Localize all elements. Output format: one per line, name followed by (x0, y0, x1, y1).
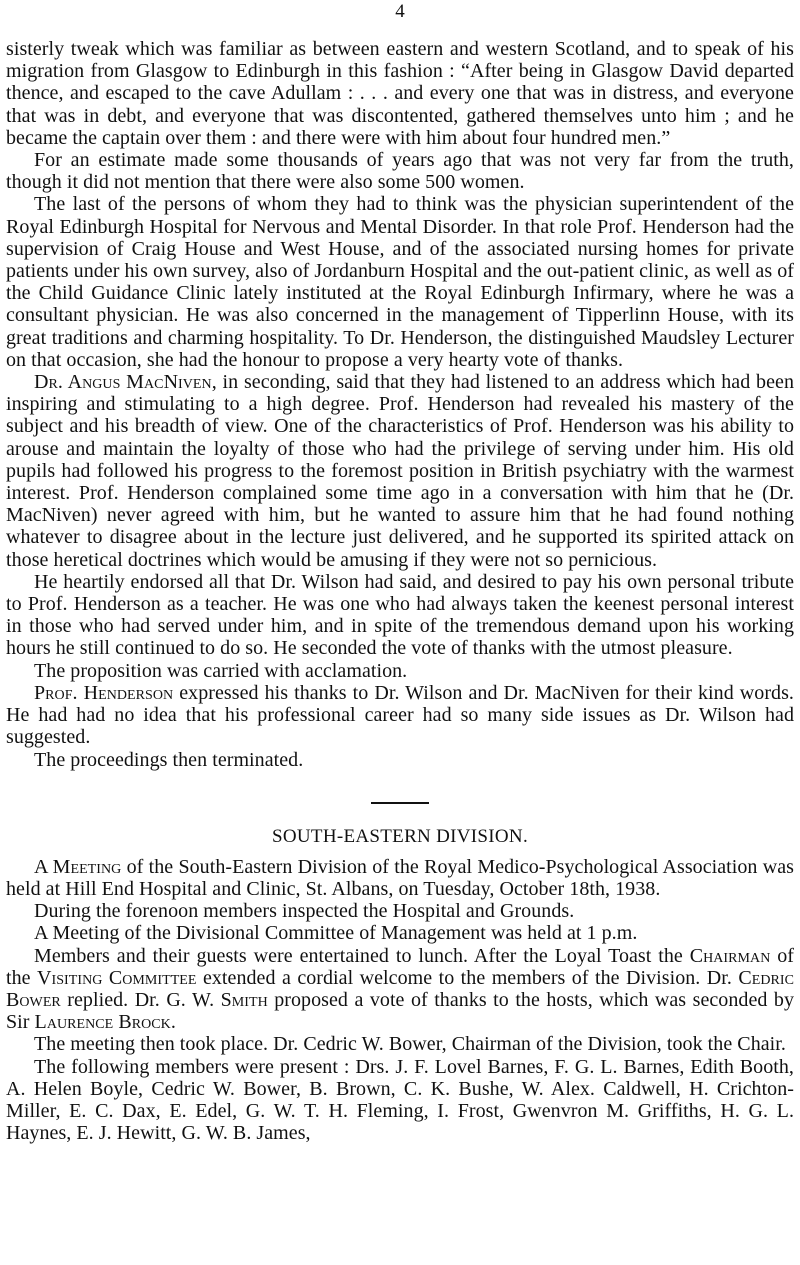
paragraph-text: The following members were present : Drs. J. F. Lovel Barnes, F. G. L. Barnes, Edith Booth, A. Helen Boyle, Cedric W. Bower, B. Brown, C. K. Bushe, W. Alex. Caldwell, H. Crichton-Miller, E. C. Dax, E. Edel, G. W. T. H. Fleming, I. Frost, Gwenvron M. Griffiths, H. G. L. Haynes, E. J. Hewitt, G. W. B. James, (6, 1055, 794, 1145)
paragraph (6, 749, 794, 771)
text-run: extended a cordial welcome to the members of the Division. Dr. (196, 966, 739, 989)
paragraph (6, 922, 794, 944)
paragraph (6, 900, 794, 922)
paragraph-text: The proceedings then terminated. (34, 748, 304, 771)
paragraph-text: During the forenoon members inspected the Hospital and Grounds. (34, 900, 575, 923)
paragraph (6, 38, 794, 149)
south-eastern-section (6, 856, 794, 1145)
paragraph (6, 371, 794, 571)
section-heading: SOUTH-EASTERN DIVISION. (272, 825, 528, 847)
paragraph-text: sisterly tweak which was familiar as between eastern and western Scotland, and to speak of his migration from Glasgow to Edinburgh in this fashion : “After being in Glasgow David departed thence, and escaped to the cave Adullam : . . . and every one that was in distress, and everyone that was in debt, and everyone that was discontented, gathered themselves unto him ; and he became the captain over them : and there were with him about four hundred men.” (6, 38, 794, 149)
paragraph-text: He heartily endorsed all that Dr. Wilson had said, and desired to pay his own personal tribute to Prof. Henderson as a teacher. He was one who had always taken the keenest personal interest in those who had served under him, and in spite of the tremendous demand upon his working hours he still continued to do so. He seconded the vote of thanks with the utmost pleasure. (6, 570, 794, 660)
top-section (6, 38, 794, 771)
paragraph-text: of the South-Eastern Division of the Royal Medico-Psychological Association was held at Hill End Hospital and Clinic, St. Albans, on Tuesday, October 18th, 1938. (6, 855, 794, 900)
document-page (6, 0, 794, 1144)
small-caps-run: Cedric Bower (6, 966, 794, 1011)
paragraph (6, 682, 794, 749)
paragraph (6, 149, 794, 193)
text-run: Members and their guests were entertained to lunch. After the Loyal Toast the (34, 944, 690, 967)
small-caps-run: Chairman (689, 944, 771, 967)
small-caps-run: Visiting Committee (37, 966, 197, 989)
paragraph-text: The last of the persons of whom they had to think was the physician superintendent of the Royal Edinburgh Hospital for Nervous and Mental Disorder. In that role Prof. Henderson had the supervision of Craig House and West House, and of the associated nursing homes for private patients under his own survey, also of Jordanburn Hospital and the out-patient clinic, as well as of the Child Guidance Clinic lately instituted at the Royal Edinburgh Infirmary, where he was a consultant physician. He was also concerned in the management of Tipperlinn House, with its great traditions and charming hospitality. To Dr. Henderson, the distinguished Maudsley Lecturer on that occasion, she had the honour to propose a very hearty vote of thanks. (6, 193, 794, 371)
paragraph-text: expressed his thanks to Dr. Wilson and Dr. MacNiven for their kind words. He had had no idea that his professional career had so many side issues as Dr. Wilson had suggested. (6, 681, 794, 749)
paragraph-text: The meeting then took place. Dr. Cedric W. Bower, Chairman of the Division, took the Chair. (34, 1033, 786, 1056)
paragraph (6, 1056, 794, 1145)
page-number: 4 (395, 1, 405, 22)
speaker-name: Prof. Henderson (34, 681, 174, 704)
paragraph-text: A Meeting of the Divisional Committee of Management was held at 1 p.m. (34, 922, 638, 945)
paragraph (6, 193, 794, 371)
paragraph (6, 571, 794, 660)
speaker-name: Dr. Angus MacNiven (34, 371, 212, 394)
small-caps-run: Smith (220, 988, 268, 1011)
paragraph-text: The proposition was carried with acclamation. (34, 659, 408, 682)
paragraph (6, 945, 794, 1034)
paragraph (6, 1033, 794, 1055)
paragraph-text: , in seconding, said that they had listened to an address which had been inspiring and stimulating to a high degree. Prof. Henderson had revealed his mastery of the subject and his breadth of view. One of the characteristics of Prof. Henderson was his ability to arouse and maintain the loyalty of those who had the privilege of serving under him. His old pupils had followed his progress to the foremost position in British psychiatry with the warmest interest. Prof. Henderson complained some time ago in a conversation with him that he (Dr. MacNiven) never agreed with him, but he wanted to assure him that he had found nothing whatever to disagree about in the lecture just delivered, and he supported its spirited attack on those heretical doctrines which would be amusing if they were not so pernicious. (6, 371, 794, 571)
lead-phrase: A Meeting (34, 855, 122, 878)
small-caps-run: Laurence Brock (34, 1011, 171, 1034)
paragraph-text: For an estimate made some thousands of years ago that was not very far from the truth, though it did not mention that there were also some 500 women. (6, 149, 794, 194)
text-run: proposed a vote of thanks to the hosts, which was seconded by Sir (6, 988, 794, 1034)
paragraph (6, 660, 794, 682)
text-run: . (170, 1011, 176, 1034)
paragraph (6, 856, 794, 900)
text-run: replied. Dr. G. W. (60, 988, 221, 1011)
text-run: of the (6, 944, 794, 989)
section-divider (371, 802, 429, 804)
